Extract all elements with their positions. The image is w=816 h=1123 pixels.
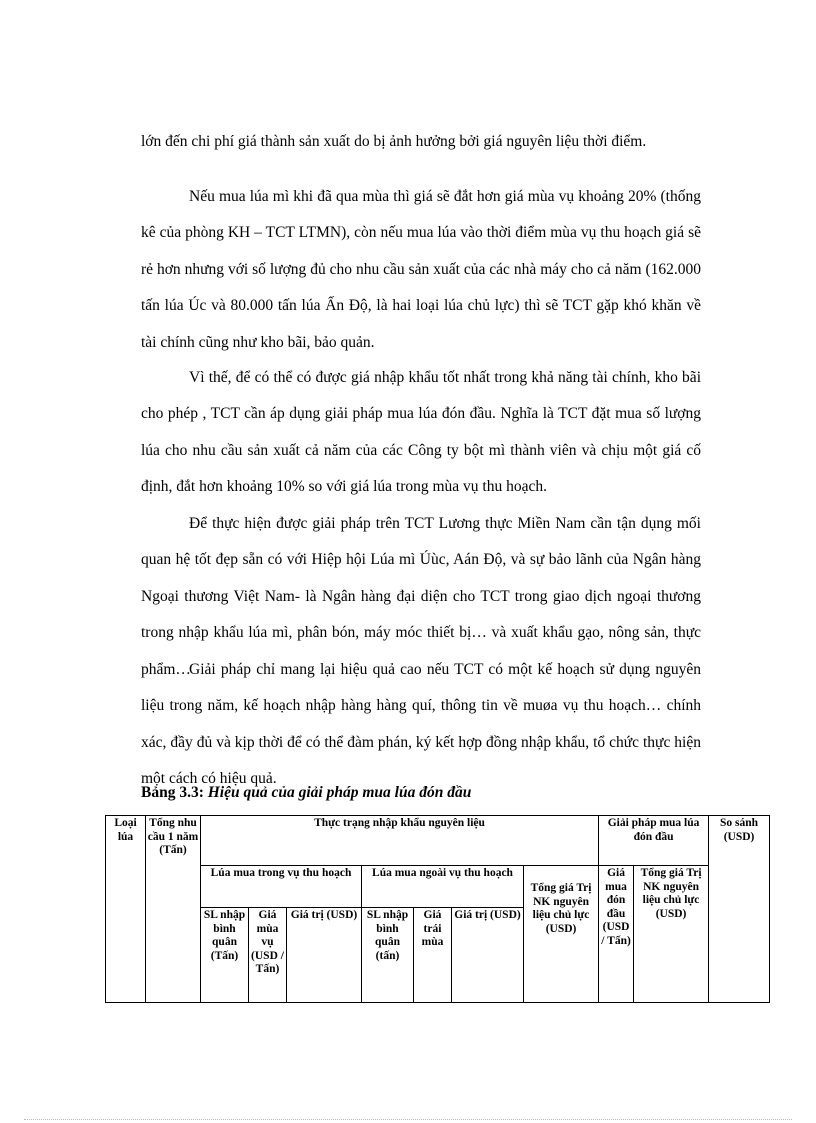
paragraph-5: Giải pháp chỉ mang lại hiệu quả cao nếu TCT có một kế hoạch sử dụng nguyên liệu trong năm, kế hoạch nhập hàng hàng quí, thông tin về muøa vụ thu hoạch… chính xác, đầy đủ và kịp thời để có thể đàm phán, ký kết hợp đồng nhập khẩu, tổ chức thực hiện một cách có hiệu quả. <box>141 661 701 788</box>
header-gia-trai-mua: Giá trái mùa <box>414 908 452 1003</box>
table-caption <box>141 784 471 802</box>
header-tong-nhu-cau: Tổng nhu cầu 1 năm (Tấn) <box>146 816 201 1003</box>
header-tong-gia-tri-nk: Tổng giá Trị NK nguyên liệu chủ lực (USD) <box>524 866 599 1003</box>
header-lua-mua-ngoai-vu: Lúa mua ngoài vụ thu hoạch <box>362 866 524 908</box>
paragraph-1: lớn đến chi phí giá thành sản xuất do bị ảnh hưởng bởi giá nguyên liệu thời điểm. <box>141 133 647 150</box>
header-loai-lua: Loại lúa <box>106 816 146 1003</box>
paragraph-4: Để thực hiện được giải pháp trên TCT Lương thực Miền Nam cần tận dụng mối quan hệ tốt đẹp sẵn có với Hiệp hội Lúa mì Úùc, Aán Độ, và sự bảo lãnh của Ngân hàng Ngoại thương Việt Nam- là Ngân hàng đại diện cho TCT trong giao dịch ngoại thương trong nhập khẩu lúa mì, phân bón, máy móc thiết bị… và xuất khẩu gạo, nông sản, thực phẩm… <box>141 515 701 678</box>
paragraph-3: Vì thế, để có thể có được giá nhập khẩu tốt nhất trong khả năng tài chính, kho bãi cho phép , TCT cần áp dụng giải pháp mua lúa đón đầu. Nghĩa là TCT đặt mua số lượng lúa cho nhu cầu sản xuất cả năm của các Công ty bột mì thành viên và chịu một giá cố định, đắt hơn khoảng 10% so với giá lúa trong mùa vụ thu hoạch. <box>141 369 701 496</box>
header-gia-mua-vu: Giá mùa vụ (USD / Tấn) <box>249 908 287 1003</box>
table-caption-label: Bảng 3.3: <box>141 784 204 801</box>
header-tong-gia-tri-nk-don-dau: Tổng giá Trị NK nguyên liệu chủ lực (USD) <box>634 866 709 1003</box>
paragraph-2: Nếu mua lúa mì khi đã qua mùa thì giá sẽ đắt hơn giá mùa vụ khoảng 20% (thống kê của phòng KH – TCT LTMN), còn nếu mua lúa vào thời điểm mùa vụ thu hoạch giá sẽ rẻ hơn nhưng với số lượng đủ cho nhu cầu sản xuất của các nhà máy cho cả năm (162.000 tấn lúa Úc và 80.000 tấn lúa Ấn Độ, là hai loại lúa chủ lực) thì sẽ TCT gặp khó khăn về tài chính cũng như kho bãi, bảo quản. <box>141 188 701 351</box>
header-thuc-trang-nhap-khau: Thực trạng nhập khẩu nguyên liệu <box>201 816 599 866</box>
page-bottom-rule <box>24 1119 792 1120</box>
header-lua-mua-trong-vu: Lúa mua trong vụ thu hoạch <box>201 866 362 908</box>
data-table <box>105 815 770 1003</box>
header-gia-tri-trong-vu: Giá trị (USD) <box>287 908 362 1003</box>
header-so-sanh: So sánh (USD) <box>709 816 770 1003</box>
header-sl-ngoai-vu: SL nhập bình quân (tấn) <box>362 908 414 1003</box>
header-sl-trong-vu: SL nhập bình quân (Tấn) <box>201 908 249 1003</box>
table-caption-title: Hiệu quả của giải pháp mua lúa đón đầu <box>207 784 472 801</box>
header-gia-mua-don-dau: Giá mua đón đầu (USD / Tấn) <box>599 866 634 1003</box>
header-giai-phap-mua-lua: Giải pháp mua lúa đón đầu <box>599 816 709 866</box>
header-gia-tri-ngoai-vu: Giá trị (USD) <box>452 908 524 1003</box>
